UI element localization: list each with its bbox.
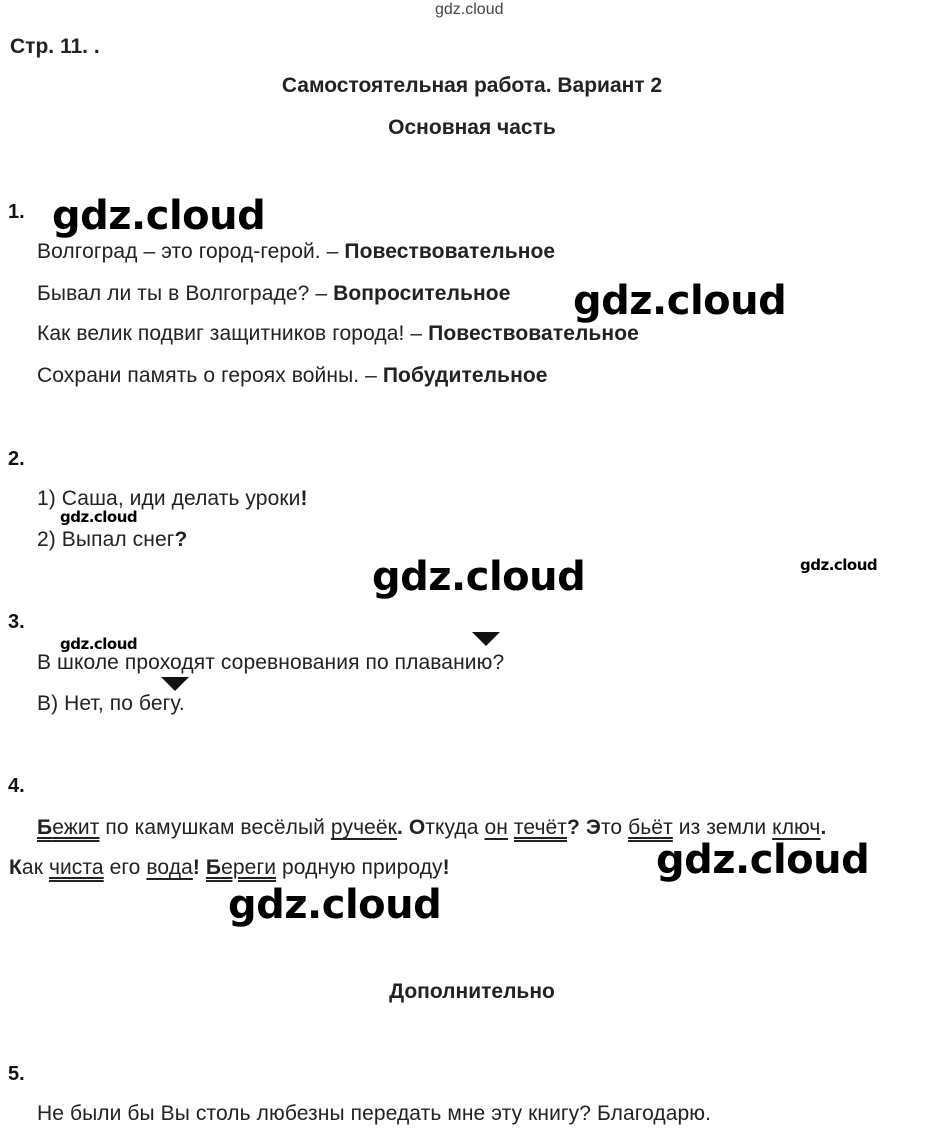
task1-item-text: Бывал ли ты в Волгограде? –: [37, 282, 334, 305]
page-reference: Стр. 11. .: [10, 35, 100, 58]
subject-word: ручеёк: [330, 816, 397, 839]
predicate-word: бьёт: [628, 816, 673, 839]
predicate-word: чиста: [48, 856, 104, 879]
task1-item-answer: Побудительное: [382, 364, 548, 387]
watermark: gdz.cloud: [372, 554, 586, 600]
task1-item: [37, 322, 639, 346]
task3-line-2: В) Нет, по бегу.: [37, 692, 185, 715]
stress-mark-triangle: [472, 632, 500, 646]
task-number-1: 1.: [8, 201, 25, 223]
watermark-top: gdz.cloud: [435, 1, 504, 18]
page-title: Самостоятельная работа. Вариант 2: [281, 74, 663, 97]
task-number-4: 4.: [8, 775, 25, 797]
task2-line-text: 1) Саша, иди делать уроки: [37, 487, 301, 510]
task3-line-1: В школе проходят соревнования по плаванию?: [37, 651, 505, 674]
task1-item-text: Как велик подвиг защитников города! –: [37, 322, 429, 345]
watermark: gdz.cloud: [656, 837, 870, 883]
subject-word: он: [484, 816, 508, 839]
extra-section-title: Дополнительно: [389, 980, 555, 1003]
section-title: Основная часть: [388, 116, 556, 139]
task5-text: Не были бы Вы столь любезны передать мне эту книгу? Благодарю.: [37, 1102, 712, 1125]
task1-item-answer: Повествовательное: [428, 322, 639, 345]
stress-mark-triangle: [161, 677, 189, 691]
task4-line-2: Как чиста его вода! Береги родную природу!: [9, 856, 450, 879]
task1-item-answer: Повествовательное: [344, 240, 556, 263]
task1-item: [37, 364, 548, 388]
predicate-word: течёт: [513, 816, 568, 839]
watermark: gdz.cloud: [60, 508, 138, 526]
task1-item-text: Сохрани память о героях войны. –: [37, 364, 383, 387]
task1-item-answer: Вопросительное: [333, 282, 511, 305]
predicate-word: Бежит: [37, 816, 100, 839]
task2-line-2: [37, 528, 187, 552]
task2-line-punct: ?: [174, 528, 188, 551]
task1-item: [37, 240, 555, 264]
task4-line-1: Бежит по камушкам весёлый ручеёк. Откуда он течёт? Это бьёт из земли ключ.: [37, 816, 827, 839]
task2-line-punct: !: [300, 487, 308, 510]
task-number-2: 2.: [8, 448, 25, 470]
watermark: gdz.cloud: [52, 193, 266, 239]
task2-line-text: 2) Выпал снег: [37, 528, 175, 551]
predicate-word: Береги: [205, 856, 277, 879]
task1-item: [37, 282, 511, 306]
task-number-3: 3.: [8, 611, 25, 633]
watermark: gdz.cloud: [60, 635, 138, 653]
watermark: gdz.cloud: [800, 556, 878, 574]
watermark: gdz.cloud: [228, 882, 442, 928]
watermark: gdz.cloud: [573, 278, 787, 324]
task1-item-text: Волгоград – это город-герой. –: [37, 240, 345, 263]
task-number-5: 5.: [8, 1063, 25, 1085]
subject-word: ключ: [772, 816, 821, 839]
subject-word: вода: [146, 856, 193, 879]
